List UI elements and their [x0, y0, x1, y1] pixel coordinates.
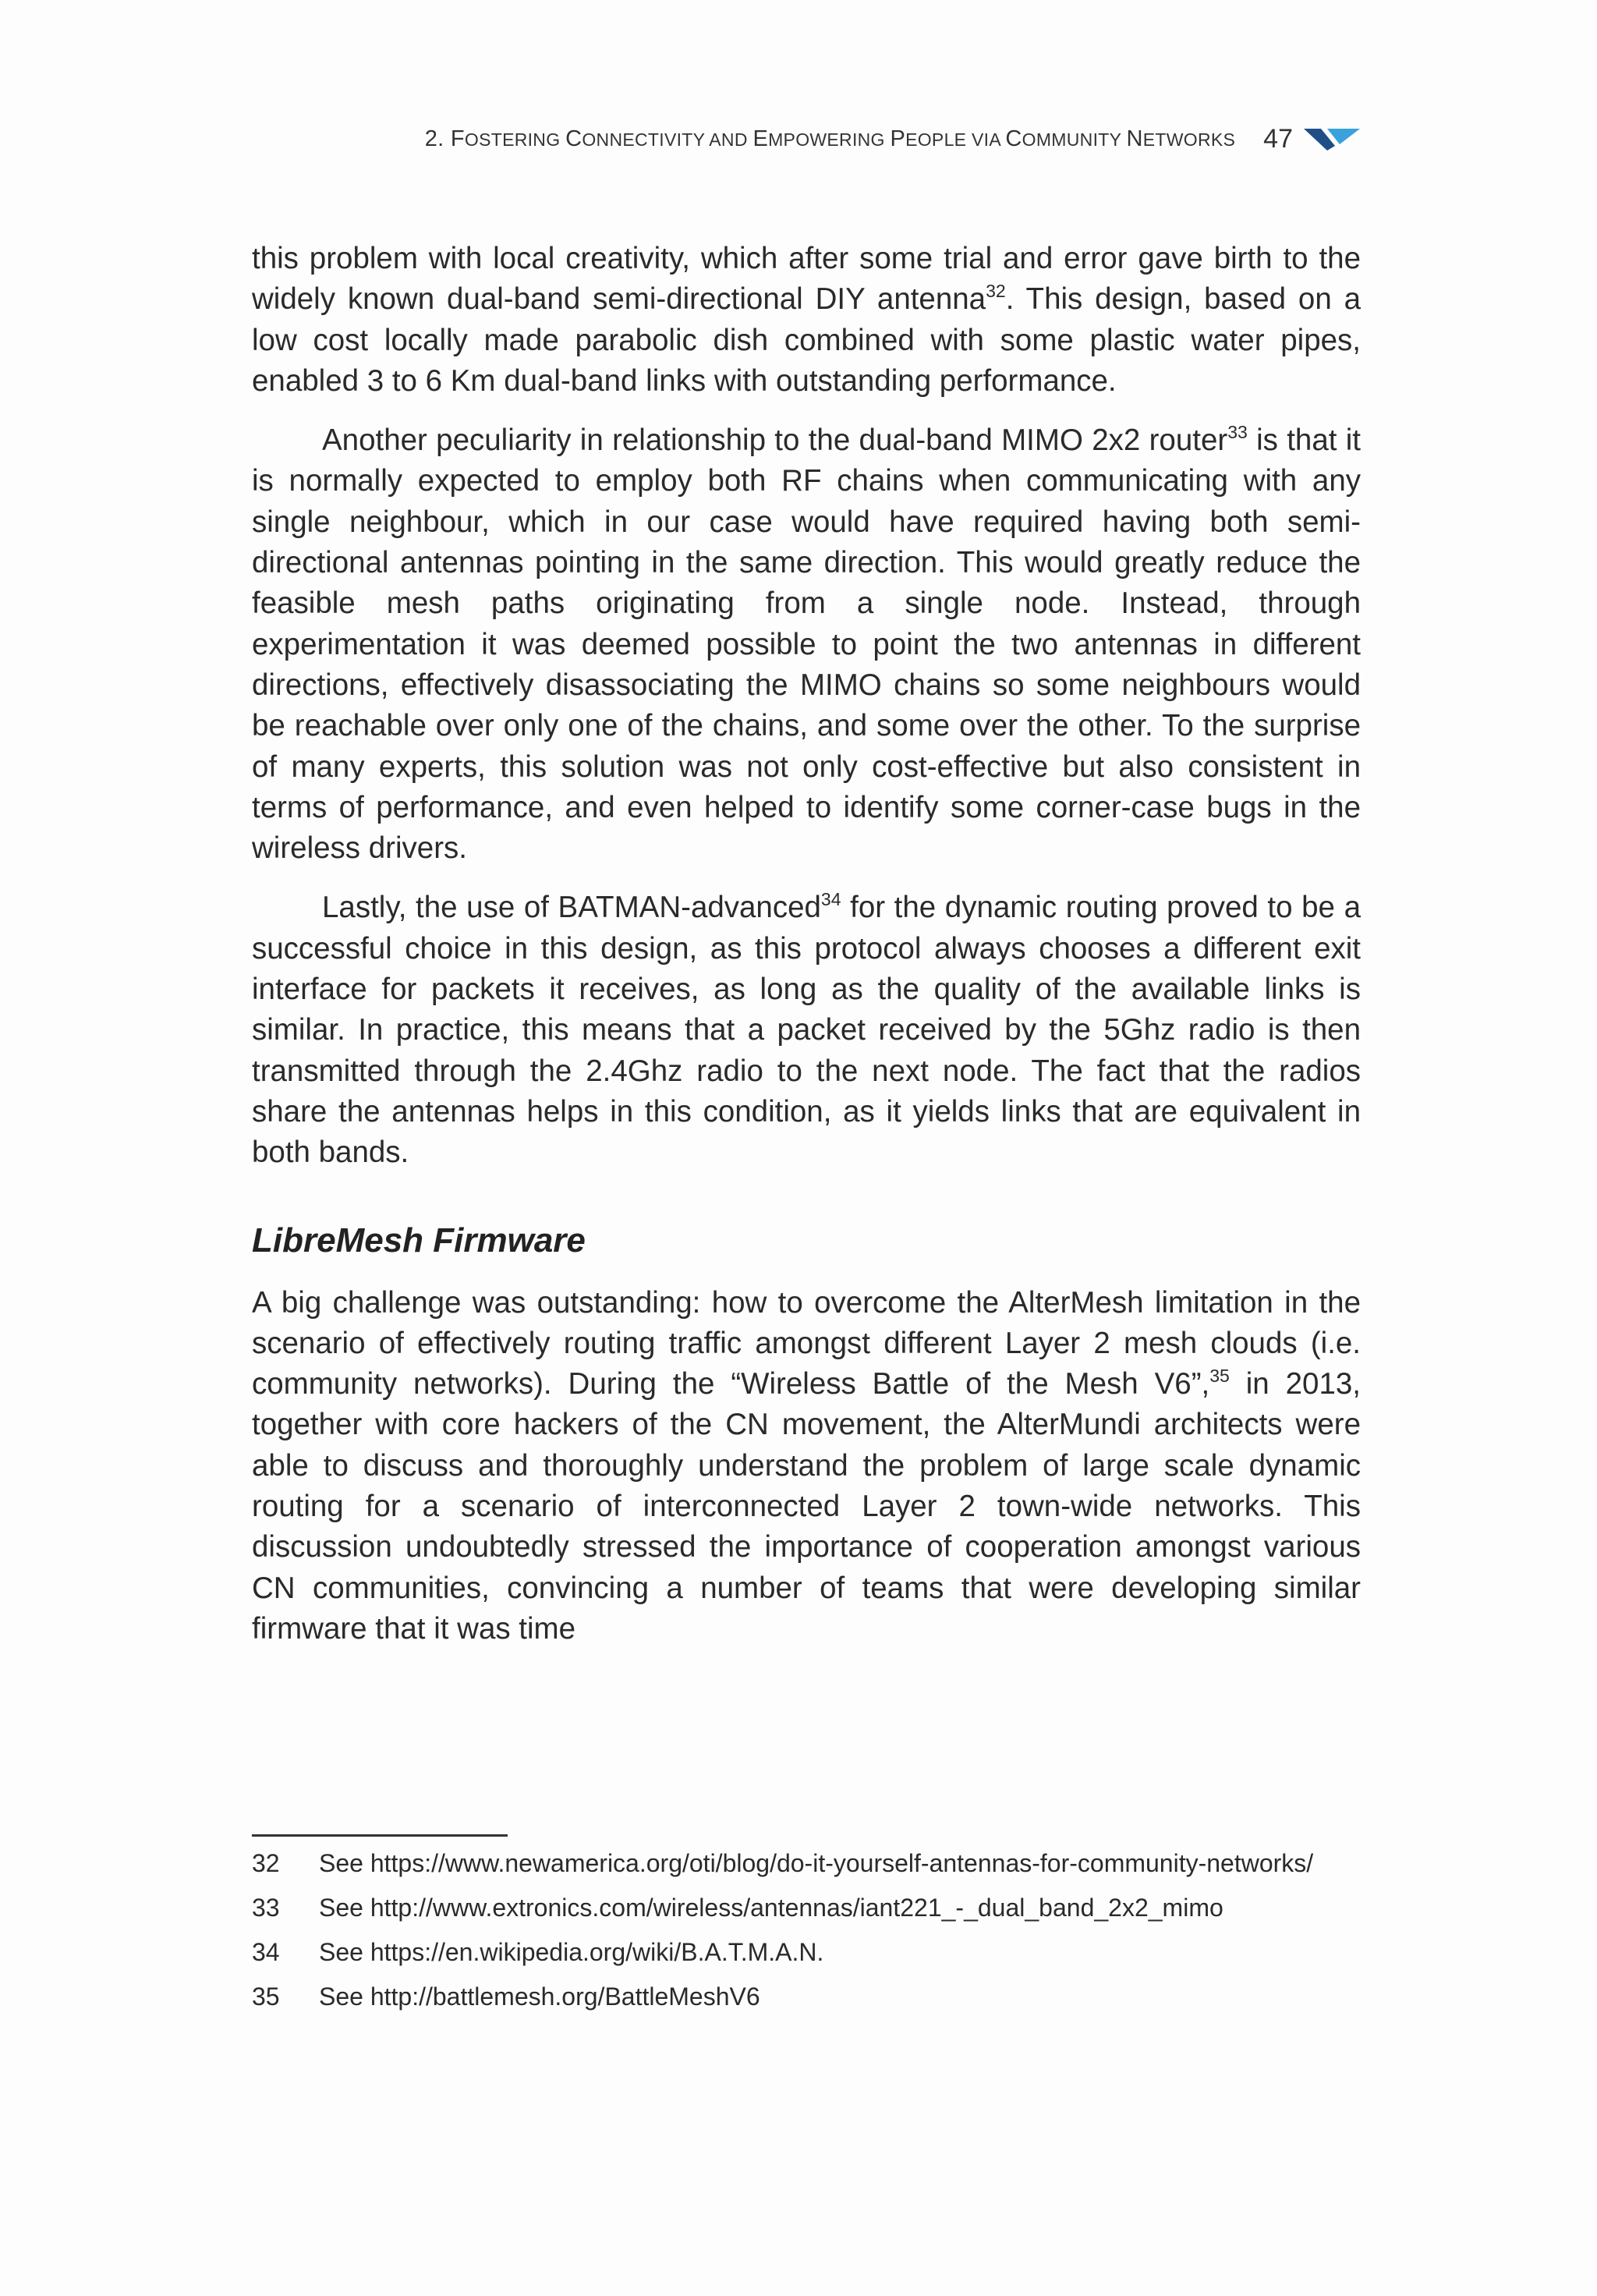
- paragraph-text: this problem with local creativity, which after some trial and error gave birth to the widely known dual-band semi-directional DIY antenna: [252, 242, 1361, 317]
- footnote: [252, 1981, 1351, 2013]
- footnote: [252, 1848, 1351, 1880]
- paragraph: [252, 1283, 1361, 1650]
- paragraph: [252, 888, 1361, 1173]
- paragraph-text: is that it is normally expected to employ both RF chains when communicating with any single neighbour, which in our case would have required having both semi-directional antennas pointing in the same direction. This would greatly reduce the feasible mesh paths originating from a single node. Instead, through experimentation it was deemed possible to point the two antennas in different directions, effectively disassociating the MIMO chains so some neighbours would be reachable over only one of the chains, and some over the other. To the surprise of many experts, this solution was not only cost-effective but also consistent in terms of performance, and even helped to identify some corner-case bugs in the wireless drivers.: [252, 423, 1361, 866]
- paragraph-text: Another peculiarity in relationship to the dual-band MIMO 2x2 router: [322, 423, 1228, 458]
- page-number: 47: [1263, 123, 1293, 154]
- footnote-divider: [252, 1834, 508, 1837]
- footnotes: [252, 1834, 1351, 2025]
- footnote-reference[interactable]: 32: [986, 281, 1006, 302]
- footnote-list: [252, 1848, 1351, 2013]
- paragraph-text: for the dynamic routing proved to be a successful choice in this design, as this protocol always chooses a different exit interface for packets it receives, as long as the quality of the available links is similar. In practice, this means that a packet received by the 5Ghz radio is then transmitted through the 2.4Ghz radio to the next node. The fact that the radios share the antennas helps in this condition, as it yields links that are equivalent in both bands.: [252, 891, 1361, 1170]
- running-title-part: C: [565, 126, 582, 151]
- section-heading: LibreMesh Firmware: [252, 1221, 586, 1260]
- running-title-part: 2. F: [424, 126, 465, 151]
- footnote-text[interactable]: See http://battlemesh.org/BattleMeshV6: [319, 1982, 760, 2011]
- footnote-reference[interactable]: 35: [1209, 1366, 1230, 1387]
- main-text: [252, 239, 1361, 1668]
- footnote-text[interactable]: See https://en.wikipedia.org/wiki/B.A.T.M.A.N.: [319, 1938, 824, 1966]
- footnote: [252, 1936, 1351, 1968]
- footnote-number: 35: [252, 1982, 280, 2011]
- footnote-text[interactable]: See http://www.extronics.com/wireless/antennas/iant221_-_dual_band_2x2_mimo: [319, 1894, 1223, 1922]
- intro-paragraphs: [252, 239, 1361, 1174]
- running-title-part: MPOWERING: [768, 129, 891, 150]
- running-header: [379, 119, 1360, 159]
- footnote-number: 33: [252, 1894, 280, 1922]
- paragraph-text: in 2013, together with core hackers of the CN movement, the AlterMundi architects were able to discuss and thoroughly understand the problem of large scale dynamic routing for a scenario of interconnected Layer 2 town-wide networks. This discussion undoubtedly stressed the importance of cooperation amongst various CN communities, convincing a number of teams that were developing similar firmware that it was time: [252, 1367, 1361, 1646]
- paragraph-text: Lastly, the use of BATMAN-advanced: [322, 891, 821, 925]
- chapter-running-title: [425, 126, 1235, 152]
- publisher-logo-icon: [1304, 126, 1360, 152]
- section-paragraphs: [252, 1283, 1361, 1650]
- running-title-part: P: [890, 126, 906, 151]
- footnote-reference[interactable]: 33: [1227, 422, 1248, 443]
- running-title-part: ETWORKS: [1142, 129, 1236, 150]
- running-title-part: ONNECTIVITY AND: [582, 129, 753, 150]
- paragraph: [252, 239, 1361, 402]
- footnote-reference[interactable]: 34: [820, 889, 841, 910]
- footnote: [252, 1892, 1351, 1924]
- paragraph-text: . This design, based on a low cost locally made parabolic dish combined with some plastic water pipes, enabled 3 to 6 Km dual-band links with outstanding performance.: [252, 282, 1362, 398]
- running-title-part: EOPLE VIA: [905, 129, 1006, 150]
- footnote-number: 34: [252, 1938, 280, 1966]
- running-title-part: OMMUNITY: [1022, 129, 1127, 150]
- footnote-text[interactable]: See https://www.newamerica.org/oti/blog/do-it-yourself-antennas-for-community-networks/: [319, 1849, 1314, 1877]
- footnote-number: 32: [252, 1849, 280, 1877]
- paragraph: [252, 420, 1361, 869]
- running-title-part: OSTERING: [464, 129, 566, 150]
- paragraph-text: A big challenge was outstanding: how to overcome the AlterMesh limitation in the scenario of effectively routing traffic amongst different Layer 2 mesh clouds (i.e. community networks). During the “Wireless Battle of the Mesh V6”,: [252, 1285, 1361, 1401]
- running-title-part: C: [1005, 126, 1022, 151]
- running-title-part: N: [1126, 126, 1143, 151]
- running-title-part: E: [752, 126, 769, 151]
